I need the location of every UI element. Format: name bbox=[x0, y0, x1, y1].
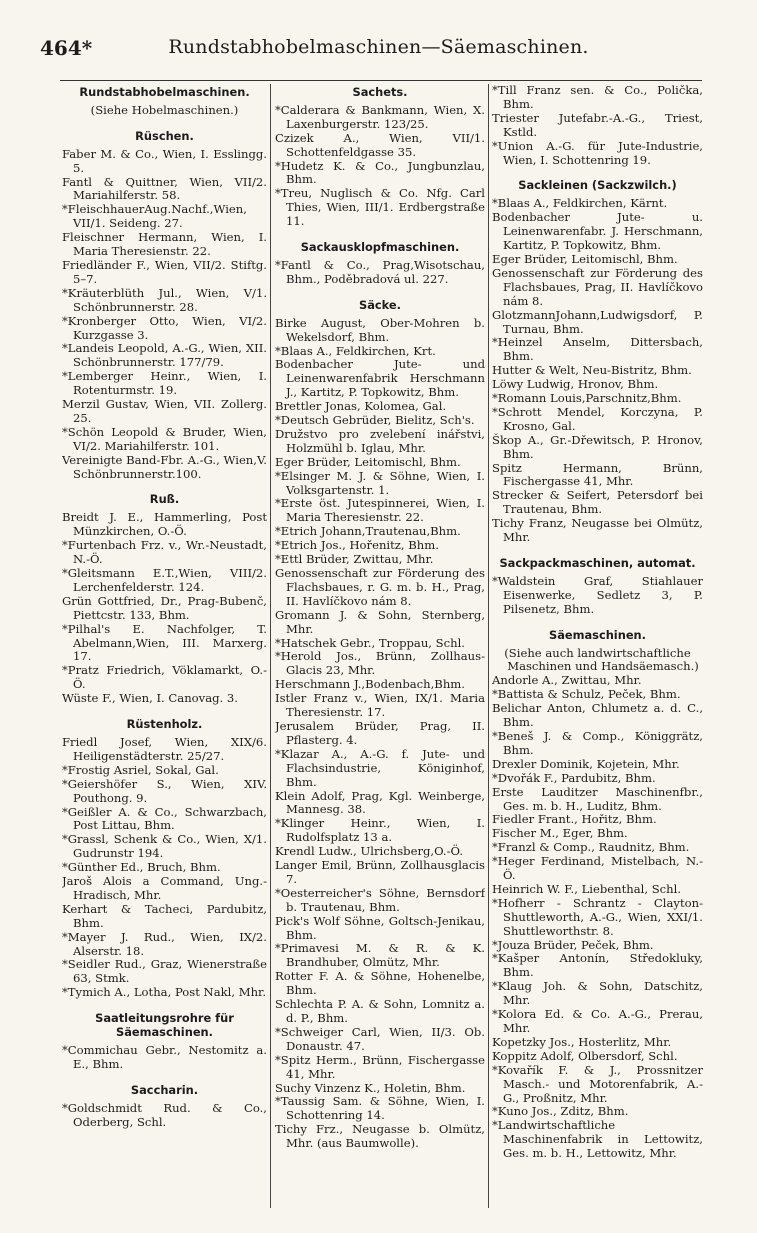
directory-entry: Belichar Anton, Chlumetz a. d. C., Bhm. bbox=[492, 701, 703, 730]
directory-entry: Langer Emil, Brünn, Zollhausglacis 7. bbox=[275, 858, 485, 886]
directory-entry: Schlechta P. A. & Sohn, Lomnitz a. d. P., Bhm. bbox=[275, 997, 485, 1025]
directory-entry: *Franzl & Comp., Raudnitz, Bhm. bbox=[492, 840, 690, 855]
directory-entry: Kerhart & Tacheci, Pardubitz, Bhm. bbox=[62, 901, 267, 930]
directory-entry: Hutter & Welt, Neu-Bistritz, Bhm. bbox=[492, 363, 692, 378]
directory-entry: Vereinigte Band-Fbr. A.-G., Wien,V. Schönbrunnerstr.100. bbox=[62, 452, 267, 481]
directory-entry: GlotzmannJohann,Ludwigsdorf, P. Turnau, Bhm. bbox=[492, 307, 703, 336]
directory-entry: *Kuno Jos., Zditz, Bhm. bbox=[492, 1104, 629, 1119]
section-heading: Saccharin. bbox=[130, 1082, 199, 1097]
directory-entry: Škop A., Gr.-Dřewitsch, P. Hronov, Bhm. bbox=[492, 432, 703, 461]
directory-entry: *Gleitsmann E.T.,Wien, VIII/2. Lerchenfelderstr. 124. bbox=[62, 566, 267, 594]
directory-entry: *Klinger Heinr., Wien, I. Rudolfsplatz 13 a. bbox=[275, 816, 485, 845]
column-3 bbox=[492, 84, 703, 1224]
directory-entry: Breidt J. E., Hammerling, Post Münzkirchen, O.-Ö. bbox=[62, 510, 267, 539]
section-heading: Rüstenholz. bbox=[126, 717, 203, 732]
directory-entry: Klein Adolf, Prag, Kgl. Weinberge, Mannesg. 38. bbox=[275, 788, 485, 817]
directory-entry: Strecker & Seifert, Petersdorf bei Trautenau, Bhm. bbox=[492, 488, 703, 517]
directory-entry: *Goldschmidt Rud. & Co., Oderberg, Schl. bbox=[62, 1100, 267, 1129]
directory-entry: Wüste F., Wien, I. Canovag. 3. bbox=[62, 691, 238, 706]
directory-entry: Grün Gottfried, Dr., Prag-Bubenč, Piettcstr. 133, Bhm. bbox=[62, 593, 267, 622]
directory-entry: *Blaas A., Feldkirchen, Kärnt. bbox=[492, 196, 668, 211]
directory-entry: Rotter F. A. & Söhne, Hohenelbe, Bhm. bbox=[275, 969, 485, 998]
directory-entry: *Schweiger Carl, Wien, II/3. Ob. Donaustr. 47. bbox=[275, 1024, 485, 1053]
section-heading: Saatleitungsrohre für Säemaschinen. bbox=[95, 1011, 234, 1040]
directory-entry: *Landwirtschaftliche Maschinenfabrik in Lettowitz, Ges. m. b. H., Lettowitz, Mhr. bbox=[492, 1118, 703, 1161]
directory-entry: *Lemberger Heinr., Wien, I. Rotenturmstr. 19. bbox=[62, 369, 267, 398]
directory-entry: Istler Franz v., Wien, IX/1. Maria Theresienstr. 17. bbox=[275, 691, 485, 720]
directory-entry: Bodenbacher Jute- und Leinenwarenfabrik Herschmann J., Kartitz, P. Topkowitz, Bhm. bbox=[275, 357, 485, 400]
column-divider-1 bbox=[270, 84, 271, 1208]
directory-entry: Eger Brüder, Leitomischl, Bhm. bbox=[275, 454, 461, 469]
directory-entry: *Kašper Antonín, Středokluky, Bhm. bbox=[492, 951, 703, 980]
section-heading: Sackleinen (Sackzwilch.) bbox=[518, 178, 677, 193]
directory-entry: *Blaas A., Feldkirchen, Krt. bbox=[275, 343, 436, 358]
section-heading: Rüschen. bbox=[135, 128, 194, 143]
section-heading: Sackpackmaschinen, automat. bbox=[499, 556, 696, 570]
directory-entry: Merzil Gustav, Wien, VII. Zollerg. 25. bbox=[62, 397, 267, 425]
directory-entry: *Hatschek Gebr., Troppau, Schl. bbox=[275, 635, 465, 650]
directory-entry: Bodenbacher Jute- u. Leinenwarenfabr. J. Herschmann, Kartitz, P. Topkowitz, Bhm. bbox=[492, 210, 703, 253]
directory-entry: Fiedler Frant., Hořitz, Bhm. bbox=[492, 812, 657, 827]
directory-entry: Heinrich W. F., Liebenthal, Schl. bbox=[492, 881, 682, 896]
directory-entry: Fischer M., Eger, Bhm. bbox=[492, 826, 628, 841]
directory-entry: *Klazar A., A.-G. f. Jute- und Flachsindustrie, Königinhof, Bhm. bbox=[275, 746, 485, 789]
section-heading: Säcke. bbox=[359, 297, 401, 312]
directory-entry: *Waldstein Graf, Stiahlauer Eisenwerke, Sedletz 3, P. Pilsenetz, Bhm. bbox=[492, 573, 703, 616]
directory-entry: Herschmann J.,Bodenbach,Bhm. bbox=[275, 677, 465, 692]
directory-entry: *Hudetz K. & Co., Jungbunzlau, Bhm. bbox=[275, 158, 485, 187]
directory-entry: Andorle A., Zwittau, Mhr. bbox=[492, 673, 642, 688]
directory-entry: *Seidler Rud., Graz, Wienerstraße 63, Stmk. bbox=[62, 957, 267, 986]
cross-reference-note: (Siehe Hobelmaschinen.) bbox=[90, 102, 239, 117]
directory-entry: Kopetzky Jos., Hosterlitz, Mhr. bbox=[492, 1034, 672, 1049]
directory-entry: *Till Franz sen. & Co., Polička, Bhm. bbox=[492, 84, 703, 111]
directory-entry: *Dvořák F., Pardubitz, Bhm. bbox=[492, 770, 656, 785]
directory-entry: Fleischner Hermann, Wien, I. Maria Theresienstr. 22. bbox=[62, 230, 267, 259]
cross-reference-note: (Siehe auch landwirtschaftliche Maschinen und Handsäemasch.) bbox=[504, 645, 699, 674]
directory-entry: Czizek A., Wien, VII/1. Schottenfeldgasse 35. bbox=[275, 130, 485, 159]
directory-entry: *Etrich Johann,Trautenau,Bhm. bbox=[275, 524, 461, 539]
directory-entry: Jerusalem Brüder, Prag, II. Pflasterg. 4. bbox=[275, 718, 485, 747]
directory-entry: *Landeis Leopold, A.-G., Wien, XII. Schönbrunnerstr. 177/79. bbox=[62, 341, 267, 370]
directory-entry: *Furtenbach Frz. v., Wr.-Neustadt, N.-Ö. bbox=[62, 538, 267, 567]
directory-entry: *Ettl Brüder, Zwittau, Mhr. bbox=[275, 552, 434, 567]
directory-entry: Tichy Frz., Neugasse b. Olmütz, Mhr. (aus Baumwolle). bbox=[275, 1122, 485, 1151]
directory-entry: *Tymich A., Lotha, Post Nakl, Mhr. bbox=[62, 985, 266, 1000]
column-1 bbox=[62, 84, 267, 1224]
directory-entry: *Oesterreicher's Söhne, Bernsdorf b. Trautenau, Bhm. bbox=[275, 885, 485, 914]
directory-entry: *Geißler A. & Co., Schwarzbach, Post Littau, Bhm. bbox=[62, 804, 267, 833]
directory-entry: *Romann Louis,Parschnitz,Bhm. bbox=[492, 391, 682, 406]
page-header bbox=[0, 22, 757, 60]
directory-entry: *Pilhal's E. Nachfolger, T. Abelmann,Wien, III. Marxerg. 17. bbox=[62, 621, 267, 664]
directory-entry: *FleischhauerAug.Nachf.,Wien, VII/1. Seideng. 27. bbox=[62, 202, 247, 231]
directory-entry: Gromann J. & Sohn, Sternberg, Mhr. bbox=[275, 607, 485, 636]
directory-entry: *Jouza Brüder, Peček, Bhm. bbox=[492, 937, 654, 952]
directory-entry: *Günther Ed., Bruch, Bhm. bbox=[62, 860, 221, 875]
directory-entry: *Heger Ferdinand, Mistelbach, N.-Ö. bbox=[492, 854, 703, 883]
section-heading: Säemaschinen. bbox=[549, 627, 646, 642]
column-2 bbox=[275, 84, 485, 1224]
directory-entry: *Kovařík F. & J., Prossnitzer Masch.- und Motorenfabrik, A.-G., Proßnitz, Mhr. bbox=[492, 1062, 703, 1105]
directory-entry: Löwy Ludwig, Hronov, Bhm. bbox=[492, 377, 659, 392]
directory-entry: *Kräuterblüth Jul., Wien, V/1. Schönbrunnerstr. 28. bbox=[62, 285, 267, 314]
directory-entry: *Commichau Gebr., Nestomitz a. E., Bhm. bbox=[62, 1043, 267, 1071]
directory-entry: Koppitz Adolf, Olbersdorf, Schl. bbox=[492, 1048, 678, 1063]
directory-entry: Krendl Ludw., Ulrichsberg,O.-Ö. bbox=[275, 844, 464, 859]
directory-entry: *Herold Jos., Brünn, Zollhaus-Glacis 23, Mhr. bbox=[275, 649, 485, 678]
directory-entry: Erste Lauditzer Maschinenfbr., Ges. m. b. H., Luditz, Bhm. bbox=[492, 784, 703, 813]
directory-entry: *Battista & Schulz, Peček, Bhm. bbox=[492, 687, 681, 702]
directory-entry: *Deutsch Gebrüder, Bielitz, Sch's. bbox=[275, 413, 475, 428]
directory-entry: *Schrott Mendel, Korczyna, P. Krosno, Gal. bbox=[492, 404, 703, 433]
directory-entry: Brettler Jonas, Kolomea, Gal. bbox=[275, 399, 447, 414]
directory-entry: *Klaug Joh. & Sohn, Datschitz, Mhr. bbox=[492, 979, 703, 1008]
running-title: Rundstabhobelmaschinen—Säemaschinen. bbox=[168, 36, 589, 58]
directory-entry: *Frostig Asriel, Sokal, Gal. bbox=[62, 762, 219, 777]
section-heading: Sackausklopfmaschinen. bbox=[300, 240, 460, 255]
directory-entry: *Erste öst. Jutespinnerei, Wien, I. Maria Theresienstr. 22. bbox=[275, 496, 485, 525]
directory-entry: *Mayer J. Rud., Wien, IX/2. Alserstr. 18. bbox=[62, 929, 267, 958]
directory-entry: Spitz Hermann, Brünn, Fischergasse 41, Mhr. bbox=[492, 460, 703, 489]
directory-entry: Eger Brüder, Leitomischl, Bhm. bbox=[492, 251, 678, 266]
directory-entry: *Taussig Sam. & Söhne, Wien, I. Schottenring 14. bbox=[275, 1094, 485, 1123]
directory-entry: Pick's Wolf Söhne, Goltsch-Jenikau, Bhm. bbox=[275, 913, 485, 942]
directory-entry: *Pratz Friedrich, Vöklamarkt, O.-Ö. bbox=[62, 663, 267, 692]
directory-entry: Faber M. & Co., Wien, I. Esslingg. 5. bbox=[62, 146, 267, 175]
directory-entry: *Spitz Herm., Brünn, Fischergasse 41, Mhr. bbox=[275, 1052, 485, 1081]
directory-entry: *Kolora Ed. & Co. A.-G., Prerau, Mhr. bbox=[492, 1007, 703, 1035]
directory-entry: *Treu, Nuglisch & Co. Nfg. Carl Thies, Wien, III/1. Erdbergstraße 11. bbox=[275, 186, 485, 229]
directory-entry: Družstvo pro zvelebení inářstvi, Holzmühl b. Iglau, Mhr. bbox=[275, 426, 485, 455]
directory-entry: Birke August, Ober-Mohren b. Wekelsdorf, Bhm. bbox=[275, 315, 485, 344]
directory-entry: Tichy Franz, Neugasse bei Olmütz, Mhr. bbox=[492, 516, 703, 545]
directory-entry: *Hofherr - Schrantz - Clayton-Shuttleworth, A.-G., Wien, XXI/1. Shuttleworthstr. 8. bbox=[492, 895, 703, 938]
section-heading: Ruß. bbox=[149, 492, 180, 507]
directory-entry: *Geiershöfer S., Wien, XIV. Pouthong. 9. bbox=[62, 776, 267, 805]
directory-entry: *Schön Leopold & Bruder, Wien, VI/2. Mariahilferstr. 101. bbox=[62, 424, 267, 453]
directory-entry: Triester Jutefabr.-A.-G., Triest, Kstld. bbox=[492, 110, 703, 139]
directory-entry: *Calderara & Bankmann, Wien, X. Laxenburgerstr. 123/25. bbox=[275, 102, 485, 131]
directory-entry: *Union A.-G. für Jute-Industrie, Wien, I. Schottenring 19. bbox=[492, 138, 703, 167]
section-heading: Sachets. bbox=[352, 85, 408, 99]
column-divider-2 bbox=[488, 84, 489, 1208]
directory-entry: Suchy Vinzenz K., Holetin, Bhm. bbox=[275, 1080, 466, 1095]
directory-entry: Drexler Dominik, Kojetein, Mhr. bbox=[492, 756, 680, 771]
page-number: 464* bbox=[40, 36, 93, 60]
directory-entry: Friedl Josef, Wien, XIX/6. Heiligenstädterstr. 25/27. bbox=[62, 734, 267, 763]
directory-entry: *Grassl, Schenk & Co., Wien, X/1. Gudrunstr 194. bbox=[62, 832, 267, 861]
directory-entry: *Etrich Jos., Hořenitz, Bhm. bbox=[275, 538, 439, 553]
directory-entry: *Elsinger M. J. & Söhne, Wien, I. Volksgartenstr. 1. bbox=[275, 468, 485, 497]
directory-entry: *Heinzel Anselm, Dittersbach, Bhm. bbox=[492, 335, 703, 364]
directory-entry: Genossenschaft zur Förderung des Flachsbaues, Prag, II. Havlíčkovo nám 8. bbox=[492, 265, 703, 308]
section-heading: Rundstabhobelmaschinen. bbox=[79, 85, 250, 99]
directory-entry: Fantl & Quittner, Wien, VII/2. Mariahilferstr. 58. bbox=[62, 174, 267, 203]
directory-entry: Jaroš Alois a Command, Ung.-Hradisch, Mhr. bbox=[62, 874, 267, 902]
directory-entry: *Fantl & Co., Prag,Wisotschau, Bhm., Poděbradová ul. 227. bbox=[275, 257, 485, 286]
header-rule bbox=[60, 80, 702, 81]
directory-entry: *Kronberger Otto, Wien, VI/2. Kurzgasse 3. bbox=[62, 313, 267, 342]
directory-entry: Friedländer F., Wien, VII/2. Stiftg. 5–7. bbox=[62, 257, 267, 286]
directory-entry: *Primavesi M. & R. & K. Brandhuber, Olmütz, Mhr. bbox=[275, 941, 485, 970]
directory-entry: Genossenschaft zur Förderung des Flachsbaues, r. G. m. b. H., Prag, II. Havlíčkovo nám 8. bbox=[275, 566, 485, 608]
directory-entry: *Beneš J. & Comp., Königgrätz, Bhm. bbox=[492, 728, 703, 757]
